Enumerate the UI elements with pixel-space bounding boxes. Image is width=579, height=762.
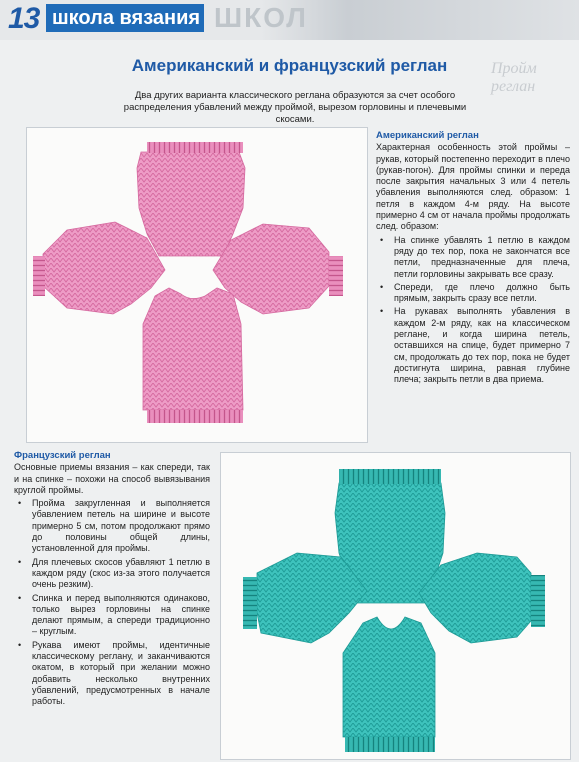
- page-title: Американский и французский реглан: [131, 56, 448, 75]
- list-item: • На спинке убавлять 1 петлю в каждом ряду до тех пор, пока не закончатся все петли, предназначенные для плеча, петли горловины закрывать все сразу.: [376, 235, 570, 280]
- ghost-line-1: Пройм: [491, 60, 537, 77]
- ghost-line-2: реглан: [491, 78, 536, 95]
- pink-left-sleeve: [43, 222, 165, 314]
- pink-right-sleeve-rib: [329, 256, 343, 296]
- teal-back-rib: [339, 469, 441, 484]
- pink-knitted-pieces-diagram: [27, 128, 367, 442]
- teal-front-piece: [343, 617, 435, 737]
- french-raglan-list: [14, 498, 210, 707]
- american-raglan-title: Американский реглан: [376, 130, 479, 141]
- ghost-heading: ШКОЛ: [214, 2, 308, 33]
- french-raglan-illustration: [220, 452, 571, 760]
- list-item: • Спереди, где плечо должно быть прямым, закрыть сразу все петли.: [376, 282, 570, 305]
- pink-back-rib: [147, 142, 243, 153]
- pink-back-piece: [137, 152, 245, 256]
- pink-front-rib: [147, 410, 243, 423]
- teal-right-sleeve-rib: [531, 575, 545, 627]
- list-item: • Спинка и перед выполняются одинаково, только вырез горловины на спинке делают прямым, а спереди традиционно – круглым.: [14, 593, 210, 638]
- american-raglan-illustration: [26, 127, 368, 443]
- list-item: • Для плечевых скосов убавляют 1 петлю в каждом ряду (скос из-за этого получается очень резким).: [14, 557, 210, 591]
- list-item: • На рукавах выполнять убавления в каждом 2-м ряду, как на классическом реглане, и когда ширина петель, оставшихся на спице, будет примерно 7 см, продолжать до тех пор, пока не будет достигнута ширина, равная глубине плеча; закрыть петли в два приема.: [376, 306, 570, 385]
- section-heading: школа вязания: [46, 4, 204, 32]
- american-raglan-text: Характерная особенность этой проймы – рукав, который постепенно переходит в плечо (рукав-погон). Для проймы спинки и переда после закрытия начальных 3 или 4 петель убавления выполняются след. образом: 1 петля в каждом 4-м ряду. На высоте примерно 4 см от начала проймы продолжать след. образом:: [376, 142, 570, 232]
- french-raglan-text: Основные приемы вязания – как спереди, так и на спинке – похожи на способ вывязывания круглой проймы.: [14, 462, 210, 495]
- american-raglan-section: [376, 130, 570, 386]
- list-item: • Пройма закругленная и выполняется убавлением петель на ширине и высоте примерно 5 см, потом продолжают прямо до половины общей длины, установленной для проймы.: [14, 498, 210, 554]
- pink-left-sleeve-rib: [33, 256, 45, 296]
- page-number: 13: [8, 2, 40, 35]
- american-raglan-list: [376, 235, 570, 386]
- list-item: • Рукава имеют проймы, идентичные классическому реглану, и заканчиваются окатом, в который при желании можно добавить несколько внутренних убавлений, предусмотренных в начале работы.: [14, 640, 210, 708]
- french-raglan-section: [14, 450, 210, 708]
- pink-front-piece: [143, 288, 243, 410]
- teal-knitted-pieces-diagram: [221, 453, 570, 759]
- intro-text: Два других варианта классического реглана образуются за счет особого распределения убавлений между проймой, вырезом горловины и плечевыми скосами.: [123, 90, 467, 125]
- french-raglan-title: Французский реглан: [14, 450, 111, 461]
- teal-left-sleeve-rib: [243, 577, 257, 629]
- teal-front-rib: [345, 737, 435, 752]
